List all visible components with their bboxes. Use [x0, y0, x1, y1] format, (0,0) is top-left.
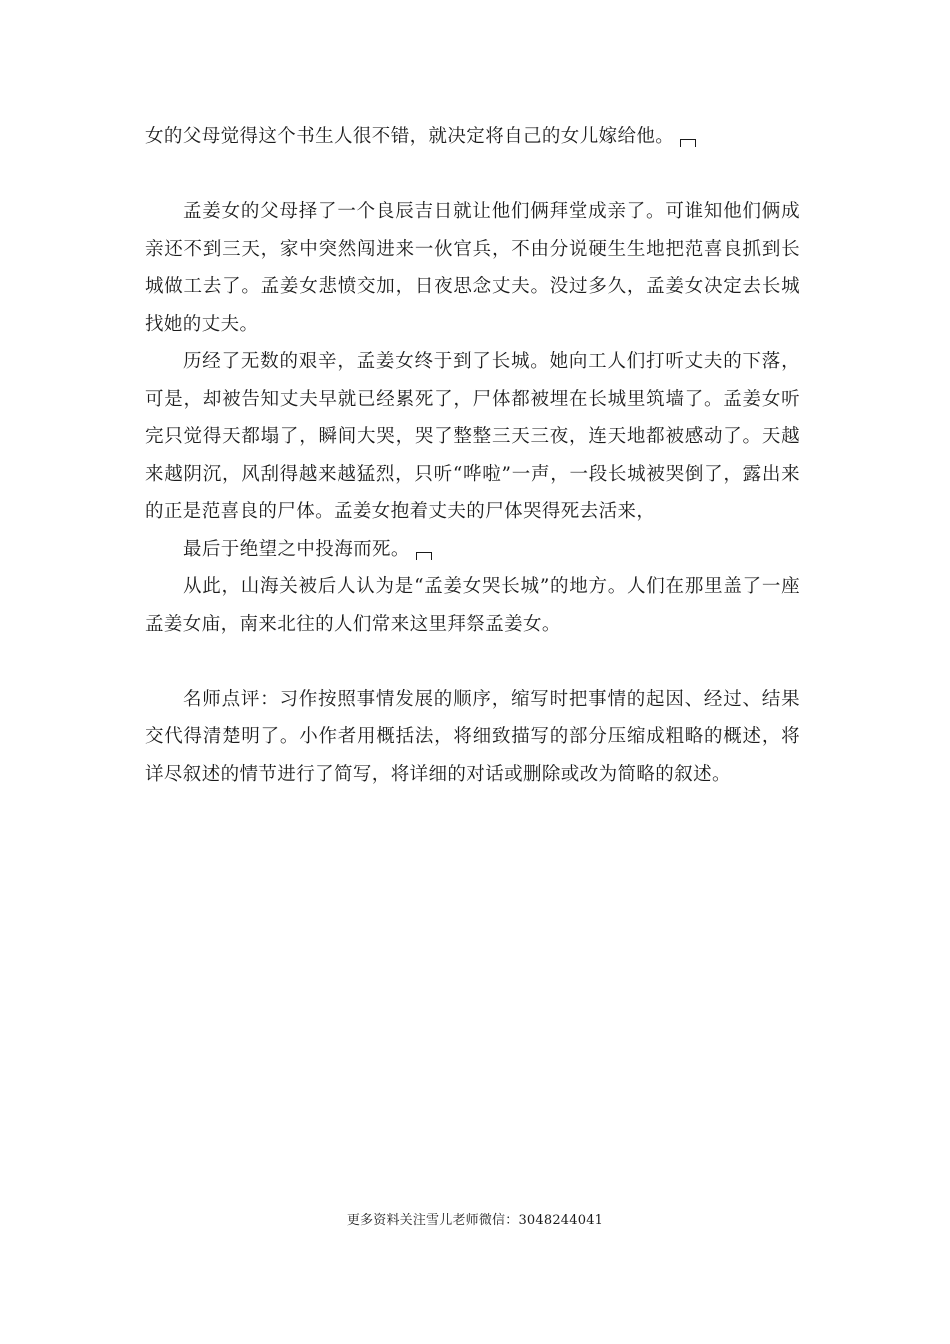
paragraph-3: 历经了无数的艰辛，孟姜女终于到了长城。她向工人们打听丈夫的下落，可是，却被告知丈夫早就已经累死了，尸体都被埋在长城里筑墙了。孟姜女听完只觉得天都塌了，瞬间大哭，哭了整整三天三夜，连天地都被感动了。天越来越阴沉，风刮得越来越猛烈，只听“哗啦”一声，一段长城被哭倒了，露出来的正是范喜良的尸体。孟姜女抱着丈夫的尸体哭得死去活来，: [145, 351, 800, 522]
teacher-comment-paragraph: 名师点评：习作按照事情发展的顺序，缩写时把事情的起因、经过、结果交代得清楚明了。小作者用概括法，将细致描写的部分压缩成粗略的概述，将详尽叙述的情节进行了简写，将详细的对话或删除或改为简略的叙述。: [145, 688, 800, 785]
paragraph-5: 从此，山海关被后人认为是“孟姜女哭长城”的地方。人们在那里盖了一座孟姜女庙，南来北往的人们常来这里拜祭孟姜女。: [145, 576, 800, 635]
paragraph-4-text: 最后于绝望之中投海而死。: [183, 538, 410, 560]
paragraph-1-text: 女的父母觉得这个书生人很不错，就决定将自己的女儿嫁给他。: [145, 126, 675, 147]
paragraph-end-mark-icon: [680, 139, 696, 147]
paragraph-gap: [145, 643, 800, 681]
page-footer: 更多资料关注雪儿老师微信：3048244041: [346, 1213, 604, 1228]
paragraph-2: 孟姜女的父母择了一个良辰吉日就让他们俩拜堂成亲了。可谁知他们俩成亲还不到三天，家中突然闯进来一伙官兵，不由分说硬生生地把范喜良抓到长城做工去了。孟姜女悲愤交加，日夜思念丈夫。没过多久，孟姜女决定去长城找她的丈夫。: [145, 201, 800, 335]
paragraph-1: [145, 118, 800, 156]
paragraph-end-mark-icon: [416, 552, 432, 560]
document-body: [145, 118, 800, 793]
paragraph-4: [145, 531, 800, 569]
paragraph-gap: [145, 156, 800, 194]
